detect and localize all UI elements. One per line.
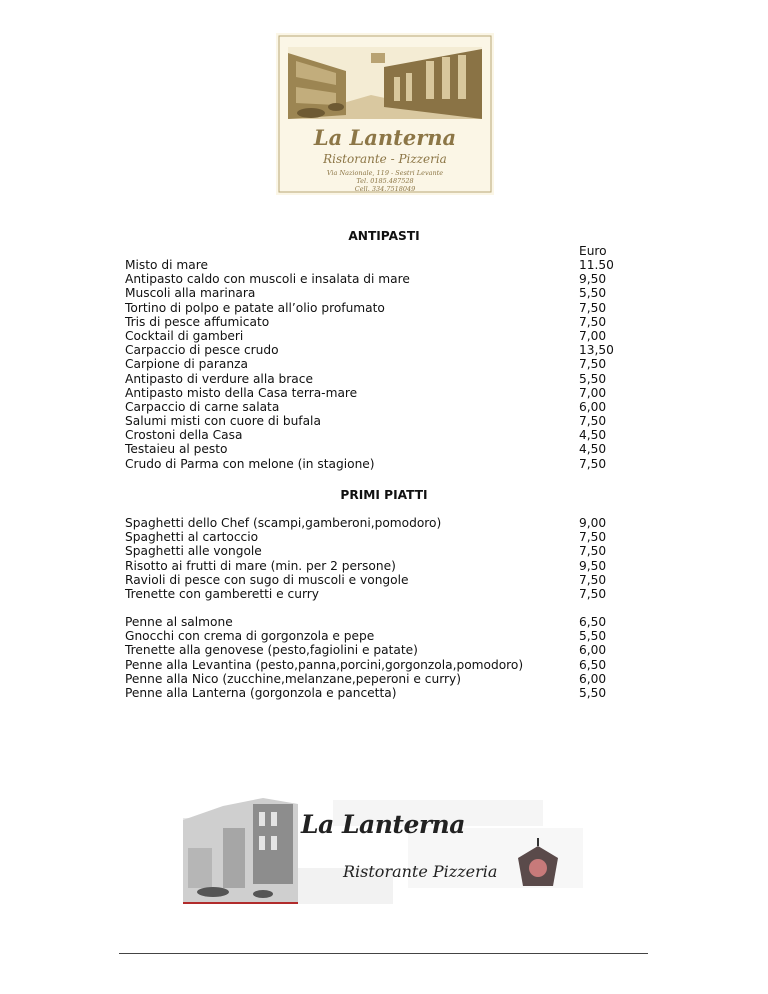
banner-logo-subtitle: Ristorante Pizzeria [343,862,498,881]
banner-logo-title: La Lanterna [301,810,465,839]
menu-item-price: 11.50 [579,258,614,272]
menu-item-name: Tris di pesce affumicato [125,314,270,329]
restaurant-logo-card [276,33,494,195]
menu-item-name: Penne alla Levantina (pesto,panna,porcini,gorgonzola,pomodoro) [125,657,524,672]
menu-item-name: Carpaccio di pesce crudo [125,343,279,358]
menu-item-name: Crostoni della Casa [125,428,243,443]
logo-cell: Cell. 334.7518049 [354,185,416,193]
menu-item-price: 6,00 [579,643,607,658]
menu-item-price: 4,50 [579,428,607,443]
menu-item-name: Salumi misti con cuore di bufala [125,414,321,429]
section-heading-antipasti: ANTIPASTI [348,229,420,243]
menu-item-name: Ravioli di pesce con sugo di muscoli e vongole [125,572,409,587]
menu-item-price: 6,00 [579,399,607,414]
menu-item-price: 6,00 [579,671,607,686]
menu-item-name: Gnocchi con crema di gorgonzola e pepe [125,629,375,644]
menu-item-price: 4,50 [579,442,607,457]
menu-item-name: Penne al salmone [125,615,233,629]
logo-subtitle: Ristorante - Pizzeria [323,152,447,166]
menu-item-price: 9,50 [579,272,607,287]
menu-item-price: 7,00 [579,328,607,343]
menu-item-name: Misto di mare [125,258,208,272]
menu-item-price: 9,00 [579,516,607,530]
menu-item-price: 6,50 [579,657,607,672]
menu-item-name: Risotto ai frutti di mare (min. per 2 persone) [125,558,396,573]
primi-group1-item-list [125,516,441,601]
menu-item-name: Antipasto caldo con muscoli e insalata di mare [125,272,410,287]
menu-item-name: Trenette con gamberetti e curry [125,586,319,601]
menu-item-price: 5,50 [579,286,607,301]
antipasti-item-list [125,258,410,471]
menu-item-name: Tortino di polpo e patate all’olio profumato [125,300,385,315]
menu-item-name: Spaghetti al cartoccio [125,530,259,545]
menu-item-name: Spaghetti alle vongole [125,544,262,559]
primi-group1-price-list [579,516,606,601]
menu-item-name: Crudo di Parma con melone (in stagione) [125,456,375,471]
menu-item-price: 6,50 [579,615,607,629]
footer-divider [119,953,648,954]
restaurant-banner-logo [183,798,583,908]
menu-item-name: Antipasto di verdure alla brace [125,371,313,386]
menu-item-price: 13,50 [579,343,614,358]
menu-item-name: Trenette alla genovese (pesto,fagiolini e patate) [125,643,418,658]
menu-item-name: Cocktail di gamberi [125,328,244,343]
menu-item-price: 7,50 [579,456,607,471]
menu-item-price: 9,50 [579,558,607,573]
menu-item-name: Muscoli alla marinara [125,286,256,301]
menu-item-price: 5,50 [579,685,607,700]
menu-item-price: 7,00 [579,385,607,400]
primi-group2-item-list [125,615,523,700]
menu-item-name: Penne alla Nico (zucchine,melanzane,peperoni e curry) [125,671,461,686]
menu-item-name: Penne alla Lanterna (gorgonzola e pancetta) [125,685,397,700]
menu-item-name: Spaghetti dello Chef (scampi,gamberoni,pomodoro) [125,516,442,530]
menu-item-name: Carpione di paranza [125,357,248,372]
logo-address: Via Nazionale, 119 - Sestri Levante [326,169,444,177]
menu-item-name: Testaieu al pesto [125,442,228,457]
menu-item-price: 5,50 [579,371,607,386]
menu-item-price: 7,50 [579,357,607,372]
logo-phone: Tel. 0185.487528 [356,177,414,185]
antipasti-price-list [579,258,614,471]
menu-item-price: 5,50 [579,629,607,644]
menu-item-price: 7,50 [579,300,607,315]
section-heading-primi: PRIMI PIATTI [340,488,428,502]
menu-item-price: 7,50 [579,530,607,545]
menu-item-name: Carpaccio di carne salata [125,399,280,414]
menu-item-price: 7,50 [579,414,607,429]
menu-item-price: 7,50 [579,586,607,601]
menu-item-name: Antipasto misto della Casa terra-mare [125,385,358,400]
currency-label: Euro [579,244,607,258]
primi-group2-price-list [579,615,606,700]
logo-title: La Lanterna [313,125,457,150]
menu-item-price: 7,50 [579,314,607,329]
menu-item-price: 7,50 [579,544,607,559]
menu-item-price: 7,50 [579,572,607,587]
